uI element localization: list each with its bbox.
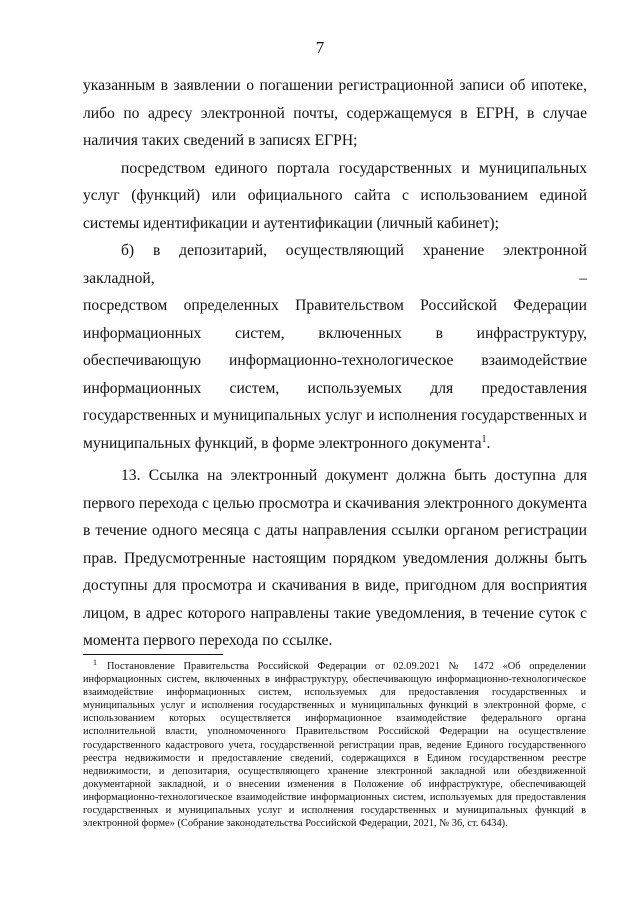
footnote-reference[interactable]: 1: [481, 433, 487, 445]
paragraph-4-text: посредством определенных Правительством Российской Федерации информационных систем, включенных в инфраструктуру, обеспечивающую информационно-технологическое взаимодействие информационных систем, используемых для предоставления государственных и муниципальных услуг и исполнения государственных и муниципальных функций, в форме электронного документа: [83, 297, 587, 452]
paragraph-3: б) в депозитарий, осуществляющий хранение электронной закладной, –: [83, 242, 587, 287]
paragraph-2: посредством единого портала государственных и муниципальных услуг (функций) или официального сайта с использованием единой системы идентификации и аутентификации (личный кабинет);: [83, 159, 587, 232]
footnote: [83, 657, 586, 830]
paragraph-4: посредством определенных Правительством Российской Федерации информационных систем, включенных в инфраструктуру, обеспечивающую информационно-технологическое взаимодействие информационных систем, используемых для предоставления государственных и муниципальных услуг и исполнения государственных и муниципальных функций, в форме электронного документа$^1$.: [83, 297, 587, 452]
footnote-text: Постановление Правительства Российской Федерации от 02.09.2021 № 1472 «Об определении информационных систем, включенных в инфраструктуру, обеспечивающую информационно-технологическое взаимодействие информационных систем, используемых для предоставления государственных и муниципальных услуг и исполнения государственных и муниципальных функций в электронной форме, с использованием которых осуществляется информационное взаимодействие федерального органа исполнительной власти, уполномоченного Правительством Российской Федерации на осуществление государственного кадастрового учета, государственной регистрации прав, ведение Единого государственного реестра недвижимости и предоставление сведений, содержащихся в Едином государственном реестре недвижимости, и депозитария, осуществляющего хранение электронной закладной или обездвиженной документарной закладной, и о внесении изменения в Положение об инфраструктуре, обеспечивающей информационно-технологическое взаимодействие информационных систем, используемых для предоставления государственных и муниципальных услуг и исполнения государственных и муниципальных функций в электронной форме» (Собрание законодательства Российской Федерации, 2021, № 36, ст. 6434).: [83, 661, 586, 830]
page-number: 7: [315, 38, 325, 57]
paragraph-1: указанным в заявлении о погашении регистрационной записи об ипотеке, либо по адресу электронной почты, содержащемуся в ЕГРН, в случае наличия таких сведений в записях ЕГРН;: [83, 77, 587, 149]
footnote-mark: 1: [93, 657, 97, 667]
body-text: [83, 72, 587, 655]
paragraph-5: 13. Ссылка на электронный документ должна быть доступна для первого перехода с целью просмотра и скачивания электронного документа в течение одного месяца с даты направления ссылки органом регистрации прав. Предусмотренные настоящим порядком уведомления должны быть доступны для просмотра и скачивания в виде, пригодном для восприятия лицом, в адрес которого направлены такие уведомления, в течение суток с момента первого перехода по ссылке.: [83, 467, 587, 649]
footnote-separator: [83, 654, 223, 655]
